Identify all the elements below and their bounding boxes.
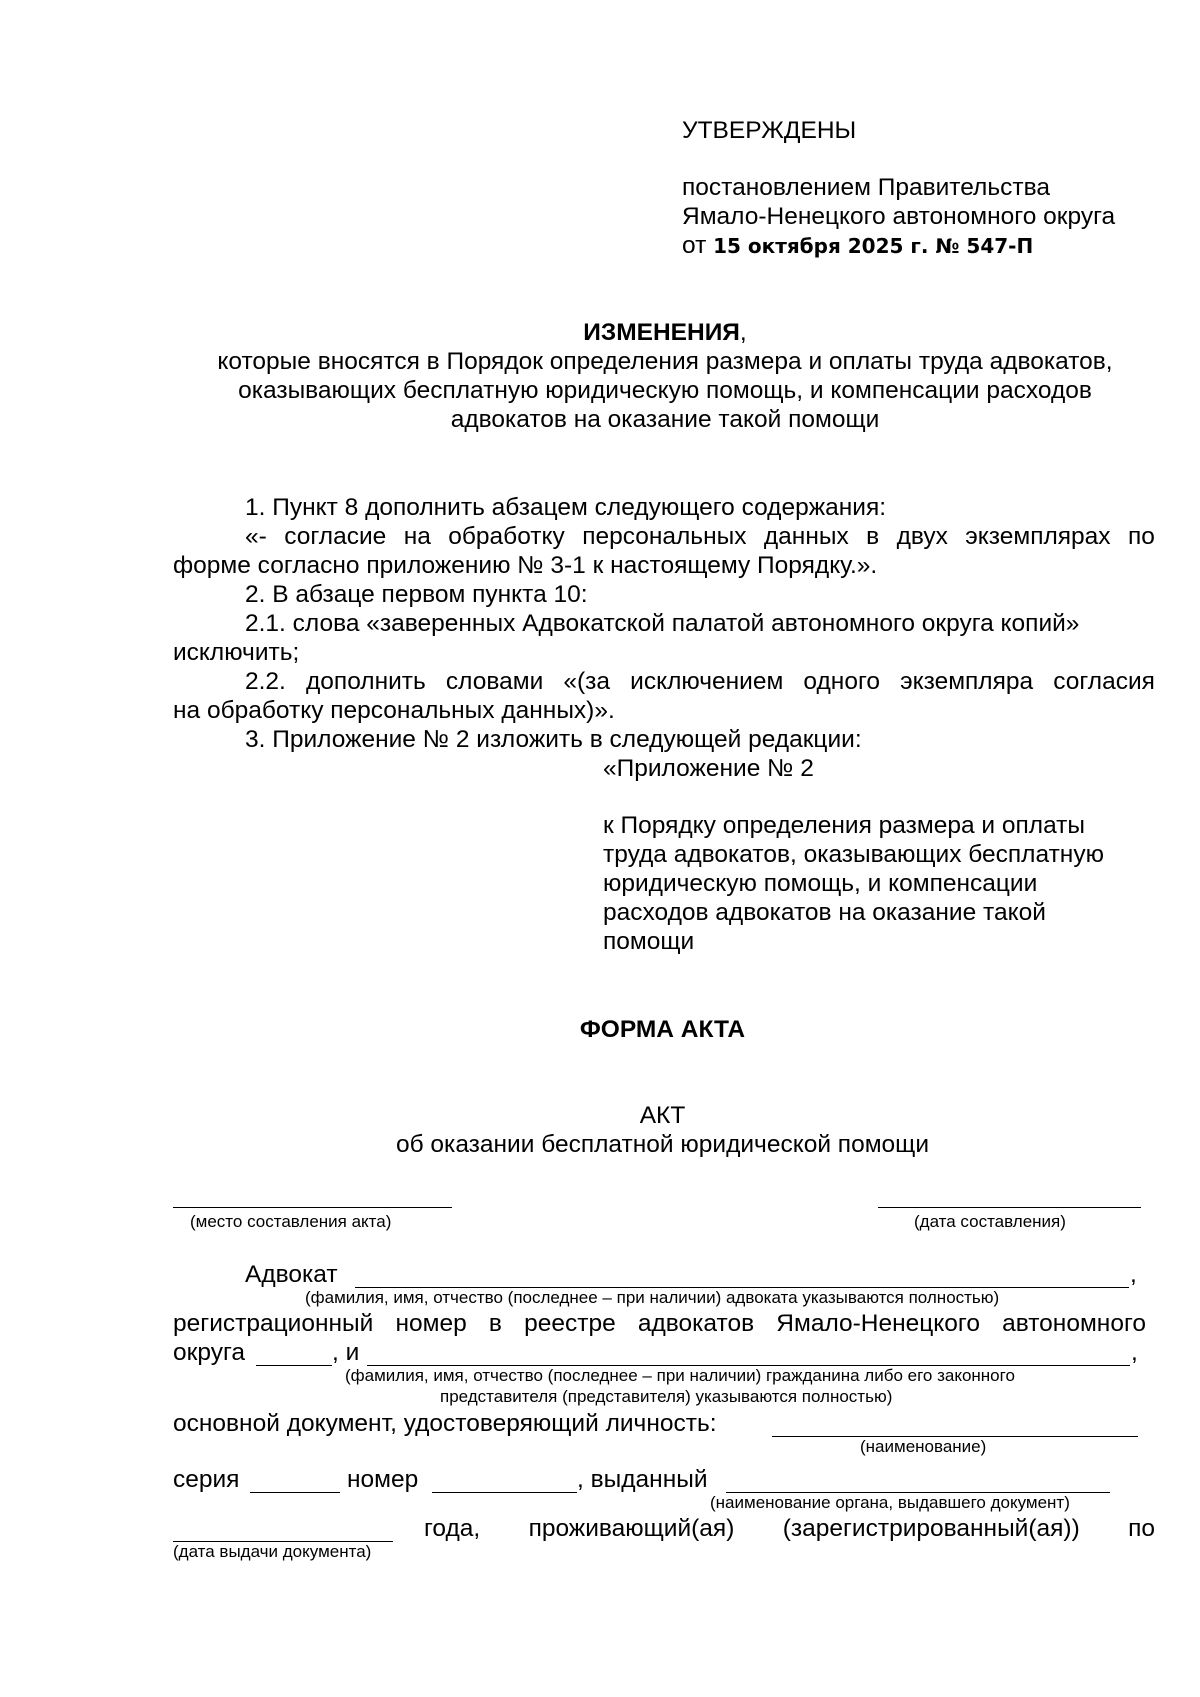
residence-word: проживающий(ая) bbox=[528, 1515, 735, 1542]
issuer-caption: (наименование органа, выдавшего документ) bbox=[710, 1493, 1070, 1512]
number-line[interactable] bbox=[432, 1492, 577, 1493]
place-field-line[interactable] bbox=[173, 1207, 452, 1208]
paragraph-1a-word: согласие bbox=[284, 523, 387, 550]
paragraph-1a-word: обработку bbox=[448, 523, 565, 550]
residence-word: года, bbox=[424, 1515, 481, 1542]
act-title: АКТ bbox=[639, 1102, 686, 1129]
advocate-comma: , bbox=[1130, 1261, 1137, 1288]
appendix-line-5: помощи bbox=[603, 928, 695, 955]
residence-line bbox=[424, 1514, 1155, 1543]
date-field-line[interactable] bbox=[878, 1207, 1141, 1208]
paragraph-2-2-word: словами bbox=[445, 668, 544, 695]
paragraph-3: 3. Приложение № 2 изложить в следующей редакции: bbox=[245, 726, 862, 753]
place-caption: (место составления акта) bbox=[190, 1212, 392, 1231]
residence-word: по bbox=[1128, 1515, 1155, 1542]
citizen-caption-line-2: представителя (представителя) указываются полностью) bbox=[440, 1387, 893, 1406]
paragraph-2-2-word: экземпляра bbox=[900, 668, 1034, 695]
paragraph-1a-word: данных bbox=[763, 523, 849, 550]
okrug-label: округа bbox=[173, 1339, 245, 1366]
appendix-line-2: труда адвокатов, оказывающих бесплатную bbox=[603, 841, 1104, 868]
series-label: серия bbox=[173, 1466, 240, 1493]
issue-date-caption: (дата выдачи документа) bbox=[173, 1542, 372, 1561]
paragraph-1a-word: двух bbox=[896, 523, 948, 550]
date-caption: (дата составления) bbox=[914, 1212, 1066, 1231]
registration-word: в bbox=[488, 1310, 502, 1337]
appendix-line-1: к Порядку определения размера и оплаты bbox=[603, 812, 1085, 839]
form-heading: ФОРМА АКТА bbox=[579, 1016, 746, 1043]
approval-heading: УТВЕРЖДЕНЫ bbox=[682, 117, 857, 144]
paragraph-1a-word: персональных bbox=[582, 523, 747, 550]
paragraph-1a-word: на bbox=[403, 523, 431, 550]
approval-date bbox=[682, 231, 1033, 261]
okrug-and: , и bbox=[332, 1339, 360, 1366]
registration-word: Ямало-Ненецкого bbox=[776, 1310, 980, 1337]
approval-date-value: 15 октября 2025 г. № 547-П bbox=[713, 234, 1034, 258]
advocate-caption: (фамилия, имя, отчество (последнее – при наличии) адвоката указываются полностью) bbox=[305, 1288, 1000, 1307]
paragraph-2-2-word: 2.2. bbox=[245, 668, 286, 695]
residence-word: (зарегистрированный(ая)) bbox=[782, 1515, 1080, 1542]
paragraph-2-2-line-2: на обработку персональных данных)». bbox=[173, 697, 615, 724]
issued-label: , выданный bbox=[577, 1466, 708, 1493]
paragraph-1a-word: экземплярах bbox=[965, 523, 1111, 550]
changes-subtitle-line-1: которые вносятся в Порядок определения размера и оплаты труда адвокатов, bbox=[217, 348, 1113, 375]
advocate-label: Адвокат bbox=[245, 1261, 338, 1288]
appendix-heading: «Приложение № 2 bbox=[603, 755, 814, 782]
appendix-line-4: расходов адвокатов на оказание такой bbox=[603, 899, 1046, 926]
changes-subtitle-line-3: адвокатов на оказание такой помощи bbox=[450, 406, 880, 433]
citizen-caption-line-1: (фамилия, имя, отчество (последнее – при наличии) гражданина либо его законного bbox=[345, 1366, 1015, 1385]
paragraph-1a-word: по bbox=[1127, 523, 1155, 550]
registration-word: адвокатов bbox=[637, 1310, 755, 1337]
id-document-caption: (наименование) bbox=[860, 1437, 987, 1456]
paragraph-2-1-line-1: 2.1. слова «заверенных Адвокатской палатой автономного округа копий» bbox=[245, 610, 1080, 637]
paragraph-2: 2. В абзаце первом пункта 10: bbox=[245, 581, 588, 608]
paragraph-2-2-line-1 bbox=[245, 667, 1155, 696]
id-document-label: основной документ, удостоверяющий личность: bbox=[173, 1410, 717, 1437]
paragraph-2-2-word: исключением bbox=[630, 668, 784, 695]
approval-date-prefix: от bbox=[682, 232, 707, 259]
paragraph-2-2-word: согласия bbox=[1053, 668, 1155, 695]
registration-number-line[interactable] bbox=[256, 1365, 332, 1366]
paragraph-1a-line-2: форме согласно приложению № 3-1 к настоящему Порядку.». bbox=[173, 552, 878, 579]
okrug-comma: , bbox=[1131, 1339, 1138, 1366]
paragraph-2-2-word: «(за bbox=[563, 668, 611, 695]
changes-subtitle-line-2: оказывающих бесплатную юридическую помощь, и компенсации расходов bbox=[238, 377, 1092, 404]
registration-line bbox=[173, 1309, 1146, 1338]
paragraph-2-2-word: одного bbox=[803, 668, 880, 695]
approval-line-2: Ямало-Ненецкого автономного округа bbox=[682, 203, 1116, 230]
approval-line-1: постановлением Правительства bbox=[682, 174, 1050, 201]
registration-word: автономного bbox=[1002, 1310, 1146, 1337]
registration-word: реестре bbox=[524, 1310, 616, 1337]
paragraph-1a-line-1 bbox=[245, 522, 1155, 551]
registration-word: регистрационный bbox=[173, 1310, 374, 1337]
paragraph-1: 1. Пункт 8 дополнить абзацем следующего содержания: bbox=[245, 494, 887, 521]
series-line[interactable] bbox=[250, 1492, 340, 1493]
paragraph-2-2-word: дополнить bbox=[306, 668, 426, 695]
paragraph-2-1-line-2: исключить; bbox=[173, 639, 300, 666]
act-subtitle: об оказании бесплатной юридической помощи bbox=[395, 1131, 930, 1158]
changes-title: ИЗМЕНЕНИЯ, bbox=[583, 319, 747, 346]
number-label: номер bbox=[347, 1466, 419, 1493]
appendix-line-3: юридическую помощь, и компенсации bbox=[603, 870, 1038, 897]
paragraph-1a-word: «- bbox=[245, 523, 267, 550]
registration-word: номер bbox=[395, 1310, 467, 1337]
paragraph-1a-word: в bbox=[866, 523, 880, 550]
